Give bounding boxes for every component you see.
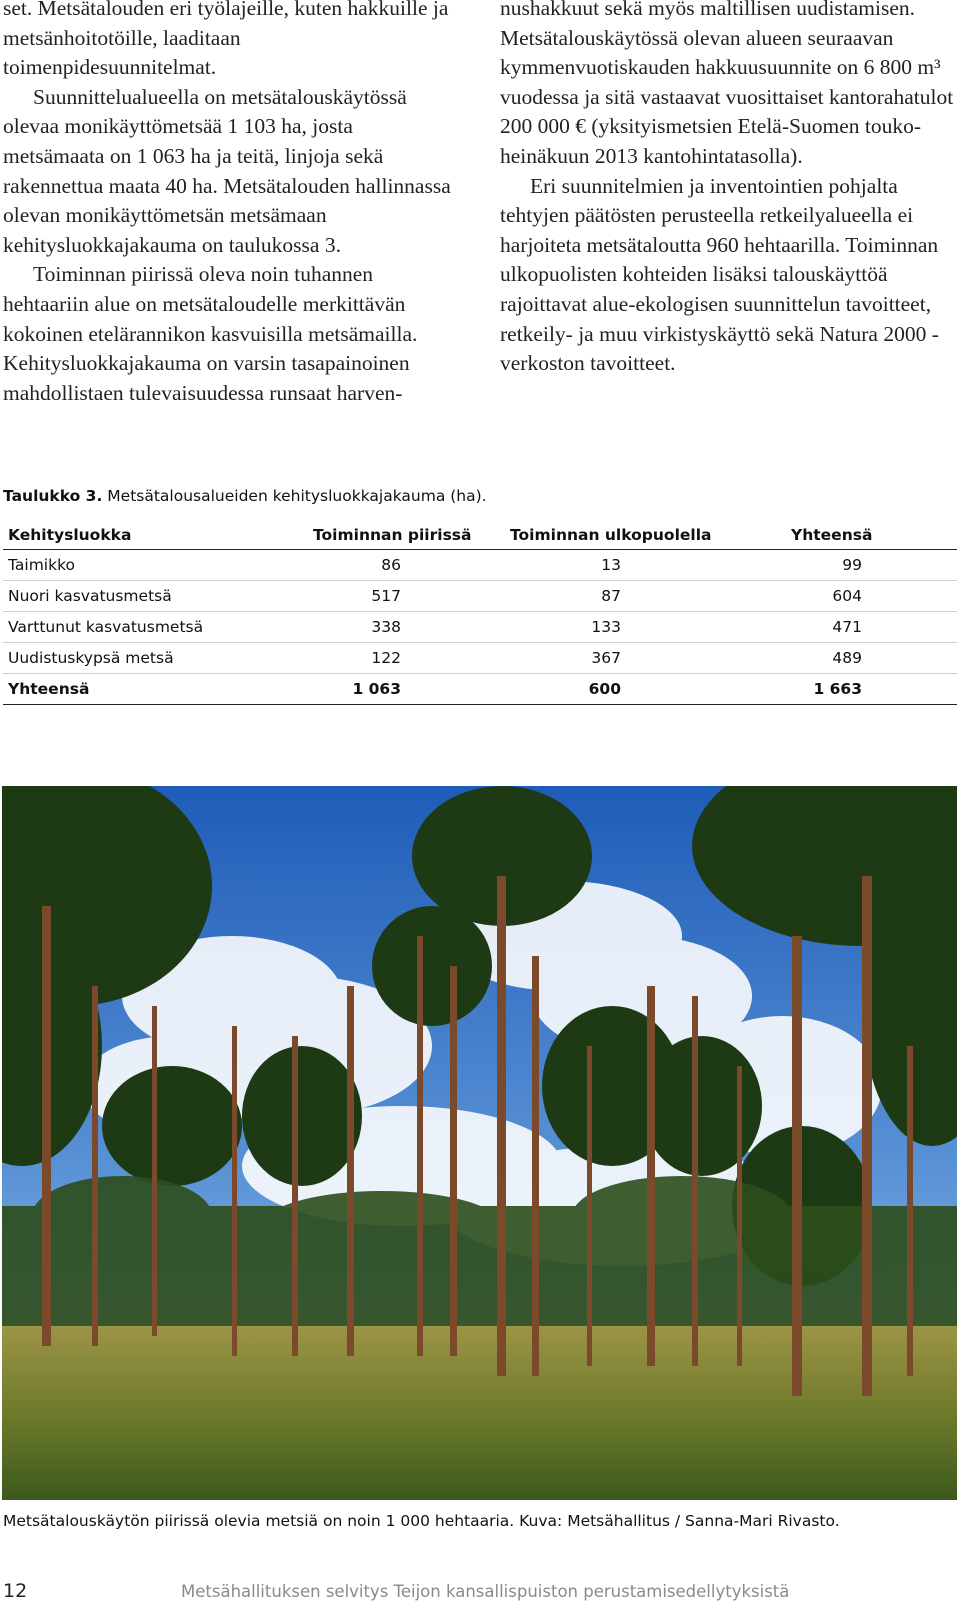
cell-value: 338 — [303, 612, 503, 643]
cell-value: 604 — [743, 581, 957, 612]
paragraph: Toiminnan piirissä oleva noin tuhannen hehtaariin alue on metsätaloudelle merkittävän kokoinen etelärannikon kasvuisilla metsämailla. Kehitysluokkajakauma on varsin tasapainoinen mahdollistaen tulevaisuudessa runsaat harven- — [3, 262, 418, 405]
table-header-row — [3, 520, 957, 550]
total-value: 1 063 — [303, 674, 503, 705]
cell-value: 489 — [743, 643, 957, 674]
header-kehitysluokka: Kehitysluokka — [3, 520, 303, 550]
row-label: Uudistuskypsä metsä — [3, 643, 303, 674]
cell-value: 86 — [303, 550, 503, 581]
header-yhteensa: Yhteensä — [743, 520, 957, 550]
paragraph: Eri suunnitelmien ja inventointien pohjalta tehtyjen päätösten perusteella retkeilyalueella ei harjoiteta metsätaloutta 960 hehtaarilla. Toiminnan ulkopuolisten kohteiden lisäksi talouskäyttöä rajoittavat alue-ekologisen suunnittelun tavoitteet, retkeily- ja muu virkistyskäyttö sekä Natura 2000 -verkoston tavoitteet. — [500, 173, 939, 376]
cell-value: 87 — [503, 581, 743, 612]
table-caption — [3, 487, 487, 505]
cell-value: 13 — [503, 550, 743, 581]
table-row — [3, 612, 957, 643]
cell-value: 99 — [743, 550, 957, 581]
table-caption-label: Taulukko 3. — [3, 487, 103, 505]
page-number: 12 — [3, 1580, 28, 1602]
table-body — [3, 550, 957, 705]
header-toiminnan-ulkopuolella: Toiminnan ulkopuolella — [503, 520, 743, 550]
paragraph: nushakkuut sekä myös maltillisen uudistamisen. Metsätalouskäytössä olevan alueen seuraavan kymmenvuotiskauden hakkuusuunnite on 6 800 m³ vuodessa ja sitä vastaavat vuosittaiset kantorahatulot 200 000 € (yksityismetsien Etelä-Suomen touko-heinäkuun 2013 kantohintatasolla). — [500, 0, 954, 168]
cell-value: 517 — [303, 581, 503, 612]
paragraph: Suunnittelualueella on metsätalouskäytössä olevaa monikäyttömetsää 1 103 ha, josta metsämaata on 1 063 ha ja teitä, linjoja sekä rakennettua maata 40 ha. Metsätalouden hallinnassa olevan monikäyttömetsän metsämaan kehitysluokkajakauma on taulukossa 3. — [3, 84, 451, 257]
table-row — [3, 550, 957, 581]
cell-value: 133 — [503, 612, 743, 643]
cell-value: 122 — [303, 643, 503, 674]
cell-value: 367 — [503, 643, 743, 674]
total-value: 1 663 — [743, 674, 957, 705]
row-label: Varttunut kasvatusmetsä — [3, 612, 303, 643]
total-value: 600 — [503, 674, 743, 705]
row-label: Nuori kasvatusmetsä — [3, 581, 303, 612]
publication-title: Metsähallituksen selvitys Teijon kansallispuiston perustamisedellytyksistä — [181, 1582, 790, 1601]
forest-photo — [2, 786, 957, 1500]
table-row — [3, 581, 957, 612]
cell-value: 471 — [743, 612, 957, 643]
row-label: Taimikko — [3, 550, 303, 581]
table-total-row — [3, 674, 957, 705]
text-column-right — [500, 0, 957, 379]
data-table — [3, 520, 957, 705]
text-column-left — [3, 0, 458, 408]
paragraph: set. Metsätalouden eri työlajeille, kuten hakkuille ja metsänhoitotöille, laaditaan toimenpidesuunnitelmat. — [3, 0, 449, 80]
table-row — [3, 643, 957, 674]
photo-caption: Metsätalouskäytön piirissä olevia metsiä on noin 1 000 hehtaaria. Kuva: Metsähallitus / Sanna-Mari Rivasto. — [3, 1512, 840, 1530]
table-caption-text: Metsätalousalueiden kehitysluokkajakauma (ha). — [107, 487, 487, 505]
header-toiminnan-piirissa: Toiminnan piirissä — [303, 520, 503, 550]
total-label: Yhteensä — [3, 674, 303, 705]
pine-forest-image — [2, 786, 957, 1500]
